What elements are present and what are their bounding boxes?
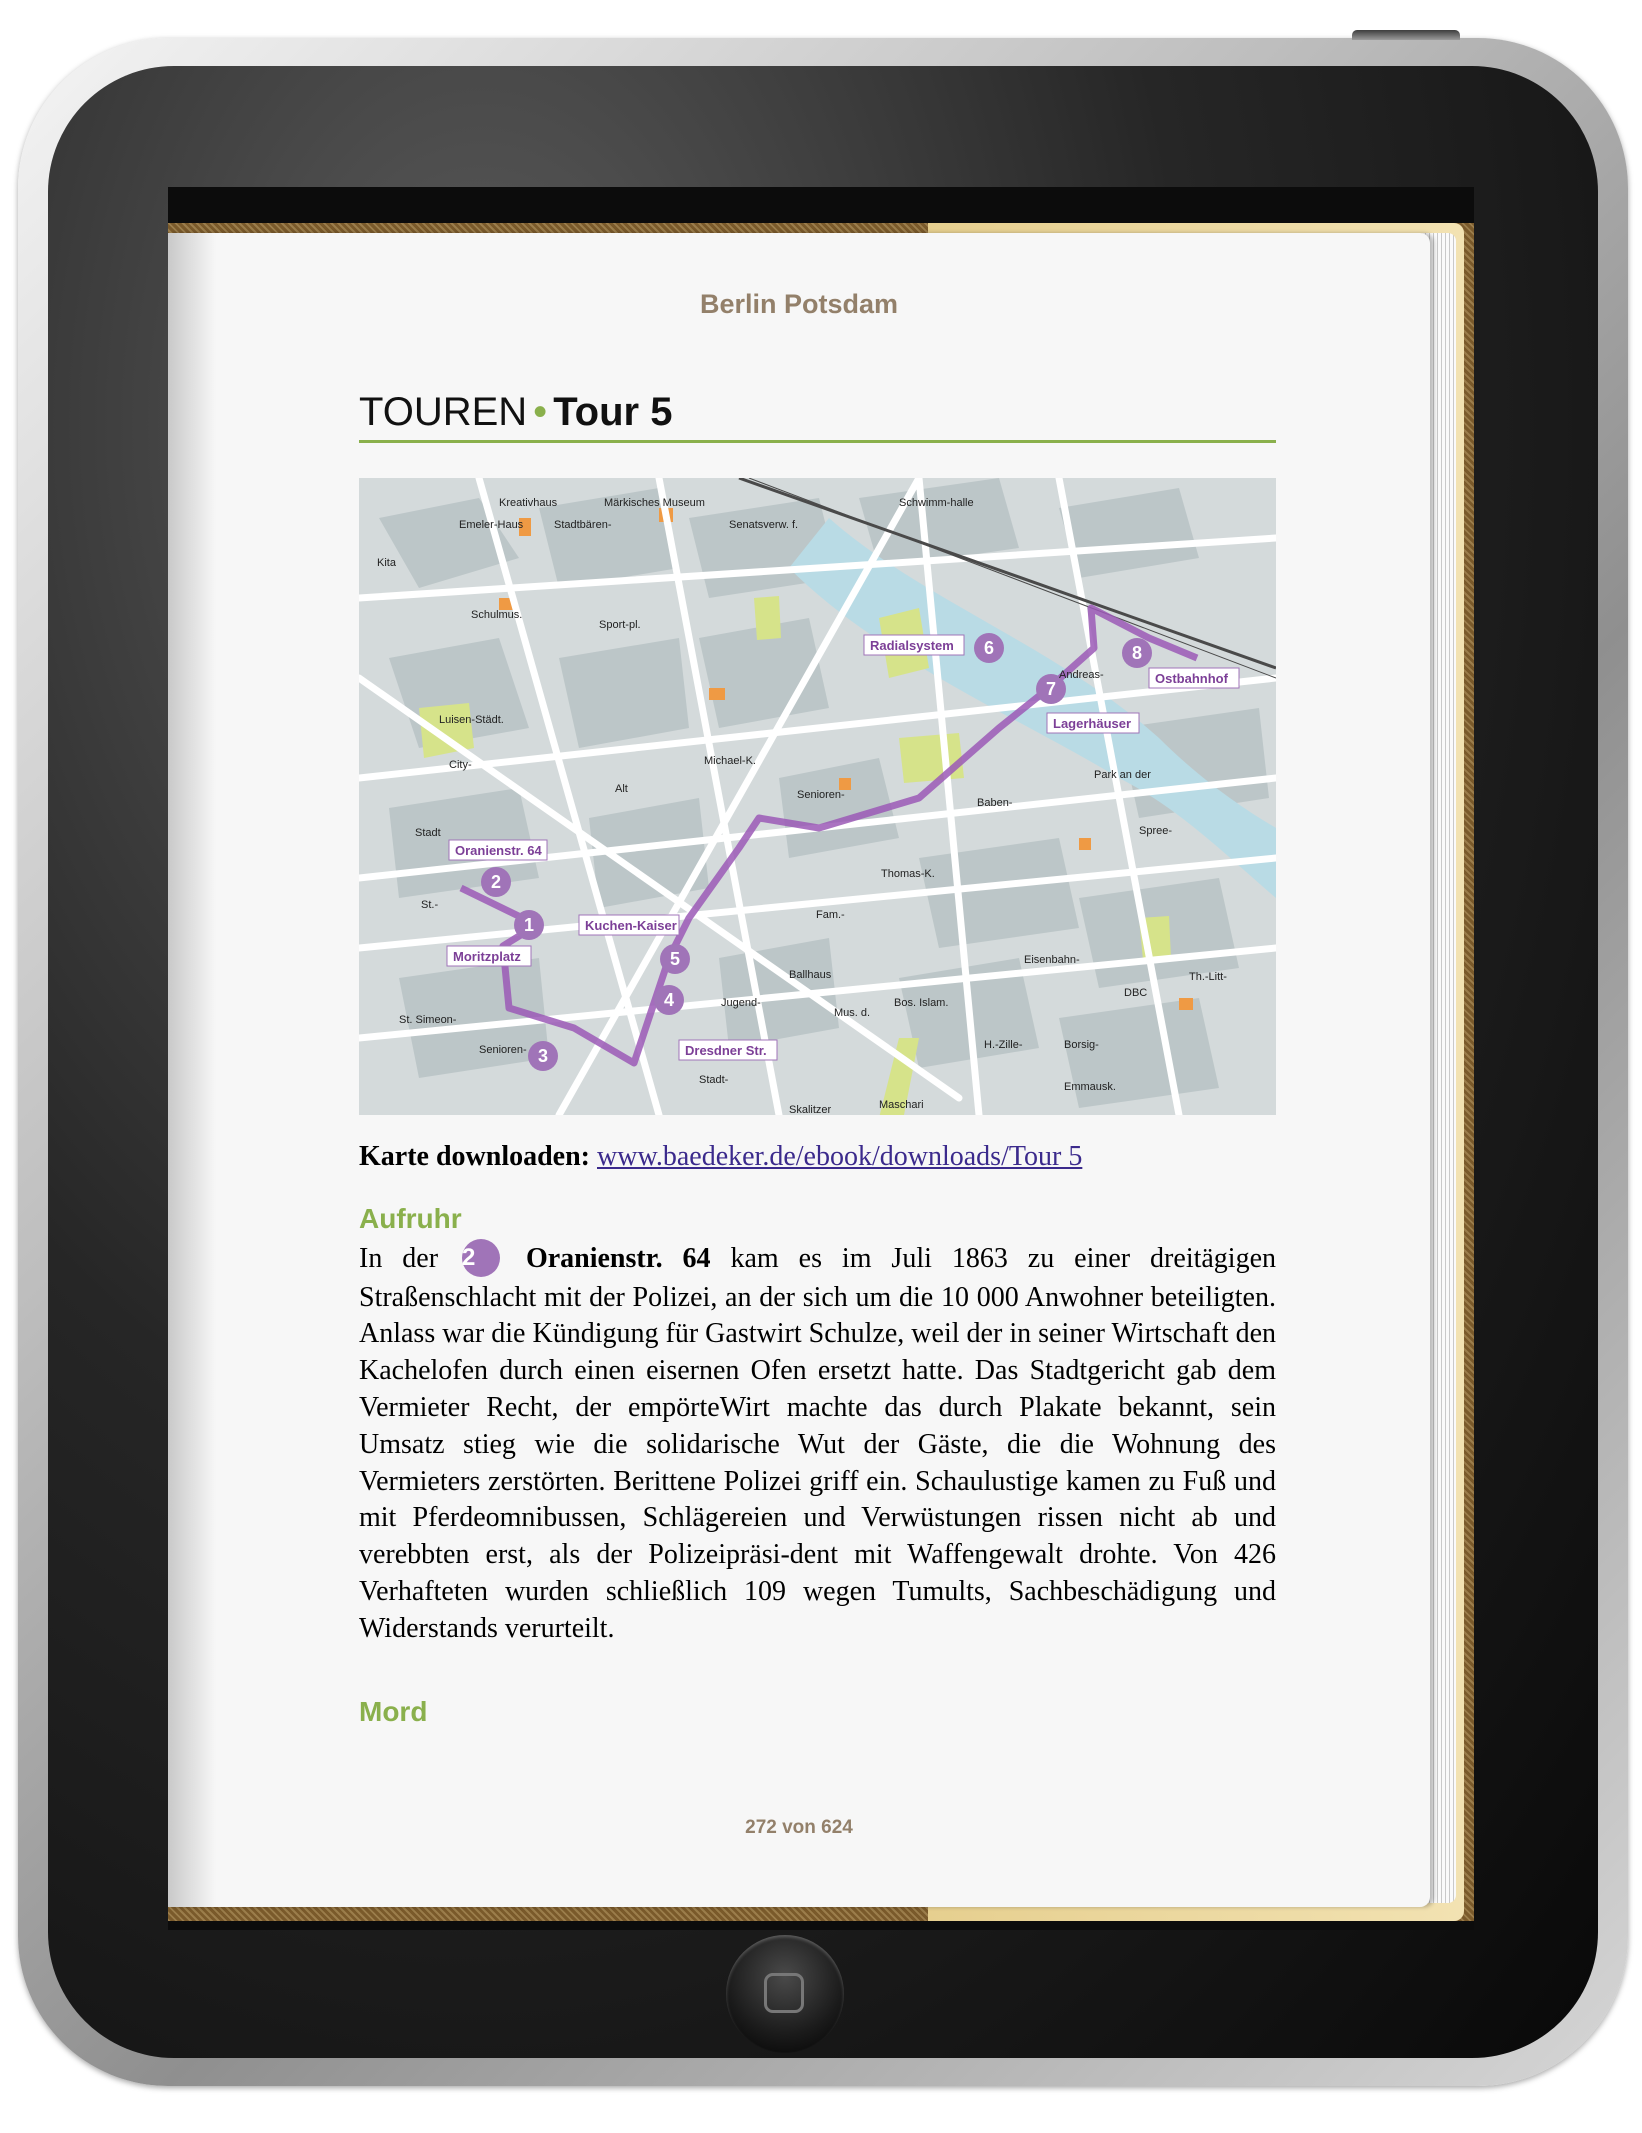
sleep-button[interactable] [1352, 30, 1460, 40]
book-title: Berlin Potsdam [699, 289, 899, 319]
page-indicator: 272 von 624 [745, 1817, 853, 1838]
section-category: TOUREN [359, 390, 528, 434]
svg-text:H.-Zille-: H.-Zille- [984, 1039, 1023, 1051]
map-label-ostbahnhof: Ostbahnhof [1155, 671, 1228, 686]
page-spine-shadow [168, 233, 216, 1907]
svg-text:St. Simeon-: St. Simeon- [399, 1014, 457, 1026]
map-marker-5: 5 [669, 949, 681, 969]
next-heading: Mord [359, 1696, 428, 1727]
map-marker-6: 6 [983, 638, 995, 658]
svg-text:Th.-Litt-: Th.-Litt- [1189, 971, 1227, 983]
tour-map[interactable] [359, 478, 1276, 1115]
svg-text:Senioren-: Senioren- [479, 1044, 527, 1056]
map-label-kuchen-kaiser: Kuchen-Kaiser [585, 918, 677, 933]
svg-text:City-: City- [449, 759, 472, 771]
svg-text:Senioren-: Senioren- [797, 789, 845, 801]
download-link[interactable]: www.baedeker.de/ebook/downloads/Tour 5 [597, 1141, 1083, 1172]
map-marker-1: 1 [523, 915, 535, 935]
map-label-lagerhaeuser: Lagerhäuser [1053, 716, 1132, 731]
svg-text:Spree-: Spree- [1139, 825, 1173, 837]
section-heading [359, 390, 1276, 443]
section-separator: • [533, 390, 548, 434]
map-label-moritzplatz: Moritzplatz [453, 949, 521, 964]
map-label-radialsystem: Radialsystem [870, 638, 954, 653]
svg-text:Maschari: Maschari [879, 1099, 924, 1111]
station-marker[interactable]: 2 [462, 1239, 500, 1277]
svg-text:Bos. Islam.: Bos. Islam. [894, 997, 949, 1009]
svg-text:Märkisches Museum: Märkisches Museum [604, 497, 705, 509]
svg-text:Park an der: Park an der [1094, 769, 1151, 781]
svg-text:Schulmus.: Schulmus. [471, 609, 523, 621]
svg-text:Mus. d.: Mus. d. [834, 1007, 871, 1019]
svg-text:Ballhaus: Ballhaus [789, 969, 832, 981]
map-download-line [359, 1141, 1082, 1173]
article-intro: In der [359, 1243, 439, 1274]
svg-text:St.-: St.- [421, 899, 439, 911]
map-marker-3: 3 [537, 1046, 549, 1066]
svg-text:Stadt: Stadt [415, 827, 441, 839]
svg-text:Emeler-Haus: Emeler-Haus [459, 519, 524, 531]
svg-text:Borsig-: Borsig- [1064, 1039, 1099, 1051]
svg-text:Jugend-: Jugend- [721, 997, 761, 1009]
download-label: Karte downloaden: [359, 1141, 590, 1172]
tour-map-svg [359, 478, 1276, 1115]
map-label-dresdner: Dresdner Str. [685, 1043, 767, 1058]
svg-text:Alt: Alt [615, 783, 628, 795]
svg-text:Fam.-: Fam.- [816, 909, 845, 921]
ibooks-screen [168, 187, 1474, 1930]
section-title: Tour 5 [553, 390, 673, 434]
svg-text:Sport-pl.: Sport-pl. [599, 619, 641, 631]
svg-text:Emmausk.: Emmausk. [1064, 1081, 1116, 1093]
svg-text:Kita: Kita [377, 557, 396, 569]
svg-text:Kreativhaus: Kreativhaus [499, 497, 558, 509]
svg-text:Luisen-Städt.: Luisen-Städt. [439, 714, 504, 726]
map-marker-8: 8 [1131, 643, 1143, 663]
map-marker-2: 2 [490, 872, 502, 892]
svg-text:Eisenbahn-: Eisenbahn- [1024, 954, 1080, 966]
map-marker-4: 4 [663, 990, 675, 1010]
home-button[interactable] [726, 1935, 844, 2053]
svg-text:Andreas-: Andreas- [1059, 669, 1104, 681]
svg-text:DBC: DBC [1124, 987, 1148, 999]
svg-text:Schwimm-halle: Schwimm-halle [899, 497, 974, 509]
svg-text:Baben-: Baben- [977, 797, 1013, 809]
article-text: kam es im Juli 1863 zu einer dreitägigen Straßenschlacht mit der Polizei, an der sich um die 10 000 Anwohner beteiligten. Anlass war die Kündigung für Gastwirt Schulze, weil der in seiner Wirtschaft den Kachelofen durch einen eisernen Ofen ersetzt hatte. Das Stadtgericht gab dem Vermieter Recht, der empörteWirt machte das durch Plakate bekannt, sein Umsatz stieg wie die solidarische Wut der Gäste, die die Wohnung des Vermieters zerstörten. Berittene Polizei griff ein. Schaulustige kamen zu Fuß und mit Pferdeomnibussen, Schlägereien und Verwüstungen rissen nicht ab und verebbten erst, als der Polizeipräsi-dent mit Waffengewalt drohte. Von 426 Verhafteten wurden schließlich 109 wegen Tumults, Sachbeschädigung und Widerstands verurteilt. [359, 1243, 1277, 1644]
svg-text:Skalitzer: Skalitzer [789, 1104, 832, 1115]
svg-text:Stadtbären-: Stadtbären- [554, 519, 612, 531]
article-body [359, 1241, 1276, 1648]
home-square-icon [764, 1973, 804, 2013]
map-label-oranienstr: Oranienstr. 64 [455, 843, 542, 858]
map-marker-7: 7 [1045, 679, 1057, 699]
article-heading: Aufruhr [359, 1203, 462, 1234]
svg-text:Michael-K.: Michael-K. [704, 755, 756, 767]
svg-text:Senatsverw. f.: Senatsverw. f. [729, 519, 799, 531]
svg-text:Stadt-: Stadt- [699, 1074, 729, 1086]
article-place[interactable]: Oranienstr. 64 [525, 1243, 711, 1274]
book-page[interactable] [168, 233, 1430, 1907]
svg-text:Thomas-K.: Thomas-K. [881, 868, 935, 880]
